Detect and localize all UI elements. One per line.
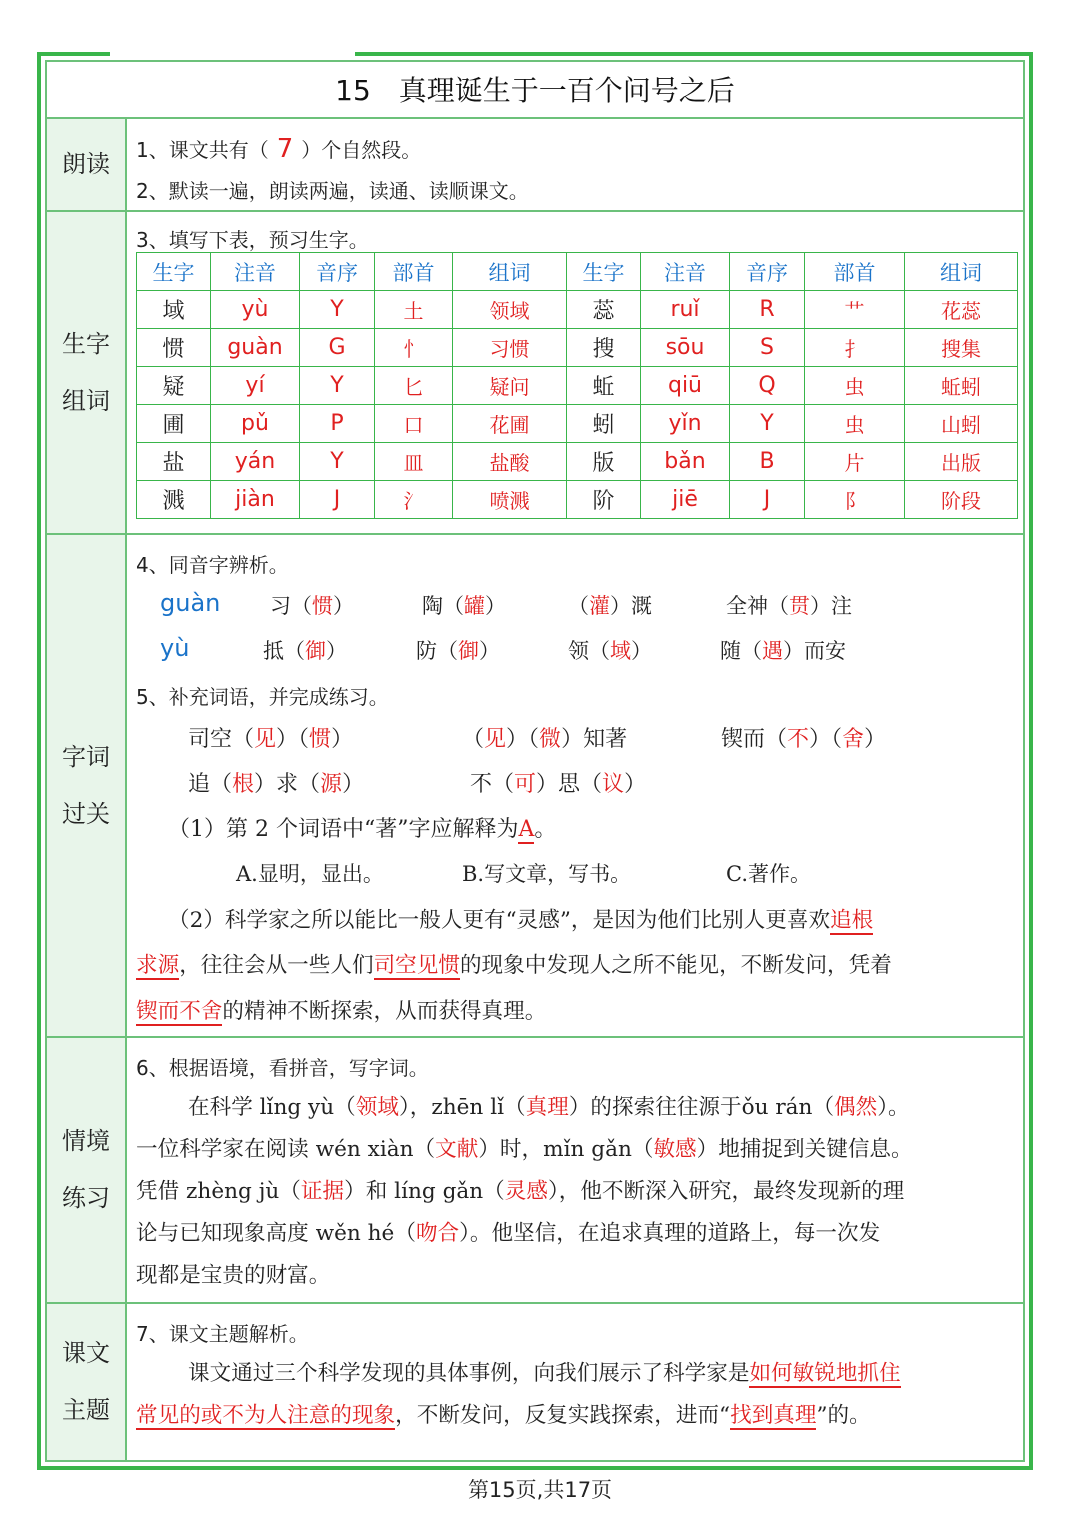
table-cell: Y (300, 367, 375, 405)
divider (46, 1036, 1024, 1038)
table-cell: 氵 (375, 481, 453, 519)
theme-line: 课文通过三个科学发现的具体事例，向我们展示了科学家是如何敏锐地抓住 (188, 1361, 901, 1386)
homophone-item: 领（域） (568, 639, 652, 663)
table-cell: B (730, 443, 805, 481)
table-cell: yán (211, 443, 300, 481)
homophone-item: 习（惯） (270, 594, 354, 618)
label-context (47, 1038, 125, 1302)
homophone-item: 随（遇）而安 (720, 639, 846, 663)
idiom: 追（根）求（源） (188, 772, 365, 797)
table-cell: S (730, 329, 805, 367)
table-cell: 圃 (137, 405, 211, 443)
table-cell: 花蕊 (905, 291, 1018, 329)
table-header: 部首 (375, 253, 453, 291)
homophone-pinyin: guàn (160, 589, 221, 617)
idiom: 司空（见）（惯） (188, 727, 354, 752)
table-cell: 喷溅 (453, 481, 567, 519)
table-header: 组词 (905, 253, 1018, 291)
q7: 7、课文主题解析。 (136, 1322, 309, 1346)
frame-gap (110, 46, 355, 58)
homophone-item: 全神（贯）注 (726, 594, 852, 618)
table-cell: 搜 (567, 329, 641, 367)
label-text: 情境 (62, 1127, 110, 1155)
label-text: 主题 (62, 1396, 110, 1424)
table-row (137, 367, 1018, 405)
context-line: 凭借 zhèng jù（证据）和 líng gǎn（灵感），他不断深入研究，最终发现新的理 (136, 1179, 905, 1204)
table-cell: 蚯蚓 (905, 367, 1018, 405)
table-cell: jiàn (211, 481, 300, 519)
q6: 6、根据语境，看拼音，写字词。 (136, 1056, 429, 1080)
idiom: （见）（微）知著 (462, 727, 628, 752)
q3: 3、填写下表，预习生字。 (136, 228, 369, 252)
table-header: 组词 (453, 253, 567, 291)
table-header: 注音 (211, 253, 300, 291)
table-cell: 盐 (137, 443, 211, 481)
homophone-item: 防（御） (416, 639, 500, 663)
label-divider (125, 118, 127, 1460)
homophone-pinyin: yù (160, 634, 190, 662)
table-cell: 皿 (375, 443, 453, 481)
table-cell: 虫 (805, 405, 905, 443)
table-cell: 疑 (137, 367, 211, 405)
q1: 1、课文共有（ 7 ）个自然段。 (136, 134, 422, 164)
context-line: 在科学 lǐng yù（领域），zhēn lǐ（真理）的探索往往源于ǒu rán（偶然）。 (188, 1095, 910, 1120)
table-header: 音序 (730, 253, 805, 291)
table-header: 注音 (641, 253, 730, 291)
table-row (137, 481, 1018, 519)
table-cell: guàn (211, 329, 300, 367)
table-cell: 惯 (137, 329, 211, 367)
table-header: 生字 (137, 253, 211, 291)
divider (46, 533, 1024, 535)
table-cell: pǔ (211, 405, 300, 443)
homophone-item: （灌）溉 (568, 594, 652, 618)
table-row (137, 291, 1018, 329)
table-cell: G (300, 329, 375, 367)
table-cell: Q (730, 367, 805, 405)
char-table (136, 252, 1018, 519)
sub-question-2: 锲而不舍的精神不断探索，从而获得真理。 (136, 999, 547, 1024)
table-cell: Y (300, 291, 375, 329)
label-chars (47, 212, 125, 533)
table-cell: 领域 (453, 291, 567, 329)
sub-question-1: （1）第 2 个词语中“著”字应解释为A。 (168, 817, 557, 842)
table-cell: 艹 (805, 291, 905, 329)
table-header: 部首 (805, 253, 905, 291)
table-cell: 扌 (805, 329, 905, 367)
table-cell: 蚓 (567, 405, 641, 443)
table-cell: 山蚓 (905, 405, 1018, 443)
theme-line: 常见的或不为人注意的现象，不断发问，反复实践探索，进而“找到真理”的。 (136, 1403, 871, 1428)
table-cell: 盐酸 (453, 443, 567, 481)
q5: 5、补充词语，并完成练习。 (136, 685, 389, 709)
page-footer: 第15页,共17页 (467, 1478, 613, 1502)
table-cell: 搜集 (905, 329, 1018, 367)
table-row (137, 443, 1018, 481)
table-cell: jiē (641, 481, 730, 519)
table-cell: 域 (137, 291, 211, 329)
table-cell: 花圃 (453, 405, 567, 443)
option-b: B.写文章，写书。 (462, 862, 632, 886)
table-cell: ruǐ (641, 291, 730, 329)
table-cell: J (730, 481, 805, 519)
divider (46, 210, 1024, 212)
table-cell: 溅 (137, 481, 211, 519)
table-cell: 片 (805, 443, 905, 481)
table-cell: qiū (641, 367, 730, 405)
table-cell: 阝 (805, 481, 905, 519)
table-cell: 土 (375, 291, 453, 329)
table-row (137, 405, 1018, 443)
table-cell: P (300, 405, 375, 443)
table-cell: 蕊 (567, 291, 641, 329)
q4: 4、同音字辨析。 (136, 553, 289, 577)
homophone-item: 抵（御） (263, 639, 347, 663)
label-text: 练习 (62, 1184, 110, 1212)
table-cell: 虫 (805, 367, 905, 405)
table-cell: yǐn (641, 405, 730, 443)
table-row (137, 329, 1018, 367)
table-cell: R (730, 291, 805, 329)
table-cell: Y (730, 405, 805, 443)
table-header: 生字 (567, 253, 641, 291)
context-line: 论与已知现象高度 wěn hé（吻合）。他坚信，在追求真理的道路上，每一次发 (136, 1221, 881, 1246)
idiom: 不（可）思（议） (470, 772, 647, 797)
context-line: 现都是宝贵的财富。 (136, 1263, 331, 1288)
table-cell: sōu (641, 329, 730, 367)
table-cell: 蚯 (567, 367, 641, 405)
option-c: C.著作。 (726, 862, 811, 886)
table-cell: 忄 (375, 329, 453, 367)
table-cell: 阶 (567, 481, 641, 519)
label-text: 课文 (62, 1339, 110, 1367)
divider (46, 117, 1024, 119)
table-cell: 阶段 (905, 481, 1018, 519)
table-cell: 匕 (375, 367, 453, 405)
sub-question-2: （2）科学家之所以能比一般人更有“灵感”，是因为他们比别人更喜欢追根 (168, 908, 874, 933)
label-text: 朗读 (62, 150, 110, 178)
answer: 7 (276, 134, 294, 164)
page-title: 15 真理诞生于一百个问号之后 (335, 74, 735, 107)
table-cell: 习惯 (453, 329, 567, 367)
sub-question-2: 求源，往往会从一些人们司空见惯的现象中发现人之所不能见，不断发问，凭着 (136, 953, 892, 978)
table-cell: 出版 (905, 443, 1018, 481)
label-text: 生字 (62, 329, 110, 358)
q2: 2、默读一遍，朗读两遍，读通、读顺课文。 (136, 179, 529, 203)
idiom: 锲而（不）（舍） (721, 727, 887, 752)
label-text: 字词 (62, 742, 110, 771)
label-read (47, 119, 125, 210)
table-cell: yí (211, 367, 300, 405)
table-header-row (137, 253, 1018, 291)
label-text: 过关 (62, 799, 110, 828)
table-cell: Y (300, 443, 375, 481)
option-a: A.显明，显出。 (236, 862, 384, 886)
label-theme (47, 1304, 125, 1460)
table-cell: yù (211, 291, 300, 329)
table-cell: J (300, 481, 375, 519)
table-cell: 口 (375, 405, 453, 443)
context-line: 一位科学家在阅读 wén xiàn（文献）时，mǐn gǎn（敏感）地捕捉到关键信息。 (136, 1137, 913, 1162)
table-cell: bǎn (641, 443, 730, 481)
label-words (47, 535, 125, 1036)
homophone-item: 陶（罐） (422, 594, 506, 618)
table-cell: 版 (567, 443, 641, 481)
table-cell: 疑问 (453, 367, 567, 405)
divider (46, 1302, 1024, 1304)
label-text: 组词 (62, 386, 110, 415)
table-header: 音序 (300, 253, 375, 291)
